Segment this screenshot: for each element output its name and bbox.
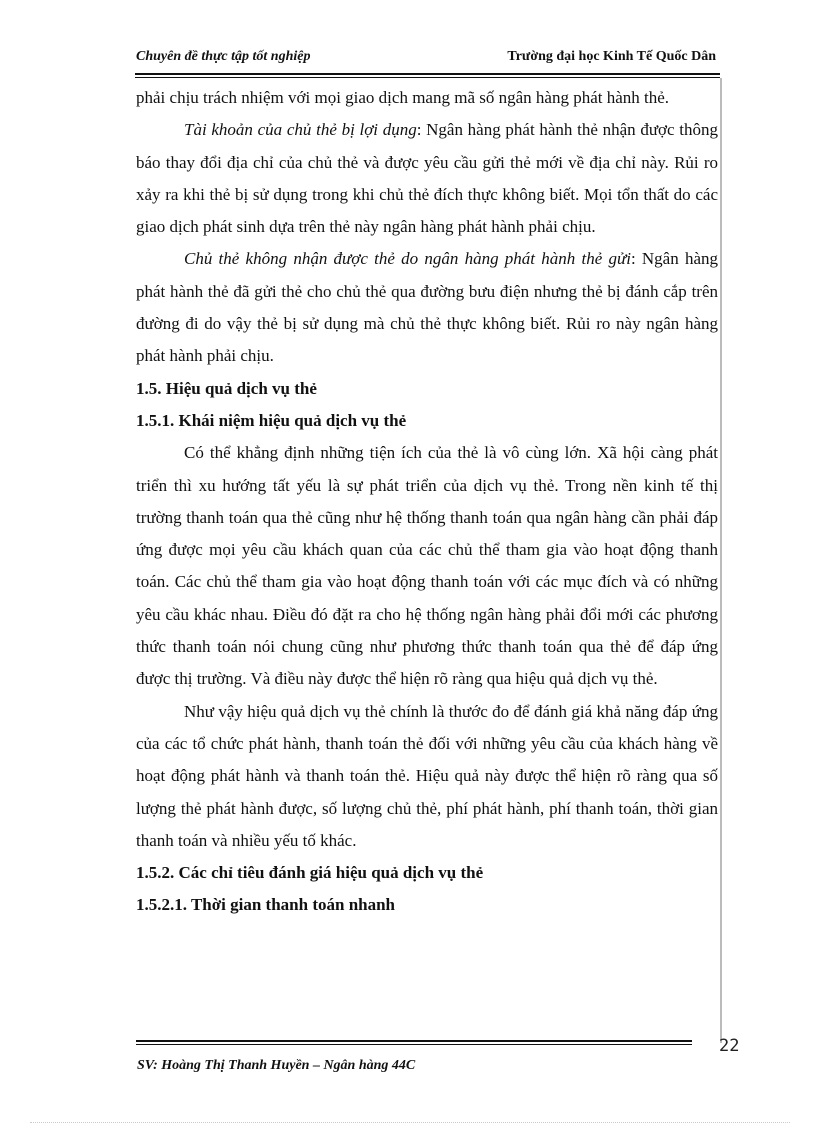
paragraph-2 [136, 114, 718, 243]
page-body [136, 82, 718, 922]
paragraph-2-term: Tài khoản của chủ thẻ bị lợi dụng [184, 120, 417, 140]
section-heading-1-5-1: 1.5.1. Khái niệm hiệu quả dịch vụ thẻ [136, 410, 407, 430]
paragraph-2-text: : Ngân hàng phát hành thẻ nhận được thông báo thay đổi địa chỉ của chủ thẻ và được yêu cầu gửi thẻ mới về địa chỉ này. Rủi ro xảy ra khi thẻ bị sử dụng trong khi chủ thẻ đích thực không biết. Mọi tổn thất do các giao dịch phát sinh dựa trên thẻ này ngân hàng phát hành phải chịu. [136, 120, 718, 237]
section-heading-1-5-2: 1.5.2. Các chỉ tiêu đánh giá hiệu quả dịch vụ thẻ [136, 863, 484, 883]
paragraph-4: Có thể khẳng định những tiện ích của thẻ là vô cùng lớn. Xã hội càng phát triển thì xu hướng tất yếu là sự phát triển của dịch vụ thẻ. Trong nền kinh tế thị trường thanh toán qua thẻ cũng như hệ thống thanh toán qua ngân hàng cần phải đáp ứng được mọi yêu cầu khách quan của các chủ thể tham gia vào hoạt động thanh toán. Các chủ thể tham gia vào hoạt động thanh toán với các mục đích và có những yêu cầu khác nhau. Điều đó đặt ra cho hệ thống ngân hàng phải đổi mới các phương thức thanh toán nói chung cũng như phương thức thanh toán qua thẻ để đáp ứng được thị trường. Và điều này được thể hiện rõ ràng qua hiệu quả dịch vụ thẻ. [136, 443, 718, 689]
page-number: 22 [719, 1036, 740, 1056]
footer-rule-thin [136, 1044, 692, 1045]
paragraph-3-text: : Ngân hàng phát hành thẻ đã gửi thẻ cho chủ thẻ qua đường bưu điện nhưng thẻ bị đánh cắp trên đường đi do vậy thẻ bị sử dụng mà chủ thẻ thực không biết. Rủi ro này ngân hàng phát hành phải chịu. [136, 249, 718, 366]
header-university-name: Trường đại học Kinh Tế Quốc Dân [507, 49, 716, 64]
header-rule-thin [135, 77, 720, 78]
footer-rule-thick [136, 1040, 692, 1042]
section-heading-1-5-2-1: 1.5.2.1. Thời gian thanh toán nhanh [136, 895, 396, 915]
footer-student-info: SV: Hoàng Thị Thanh Huyền – Ngân hàng 44C [137, 1058, 416, 1073]
paragraph-3-term: Chủ thẻ không nhận được thẻ do ngân hàng phát hành thẻ gửi [184, 249, 631, 269]
paragraph-5: Như vậy hiệu quả dịch vụ thẻ chính là thước đo để đánh giá khả năng đáp ứng của các tổ chức phát hành, thanh toán thẻ đối với những yêu cầu của khách hàng về hoạt động phát hành và thanh toán thẻ. Hiệu quả này được thể hiện rõ ràng qua số lượng thẻ phát hành được, số lượng chủ thẻ, phí phát hành, phí thanh toán, thời gian thanh toán và nhiều yếu tố khác. [136, 701, 718, 850]
header-rule-thick [135, 73, 720, 75]
page-shadow-right [720, 78, 722, 1043]
paragraph-3 [136, 243, 718, 372]
paragraph-1: phải chịu trách nhiệm với mọi giao dịch mang mã số ngân hàng phát hành thẻ. [136, 88, 670, 107]
section-heading-1-5: 1.5. Hiệu quả dịch vụ thẻ [136, 378, 317, 398]
header-document-title: Chuyên đề thực tập tốt nghiệp [136, 49, 311, 64]
